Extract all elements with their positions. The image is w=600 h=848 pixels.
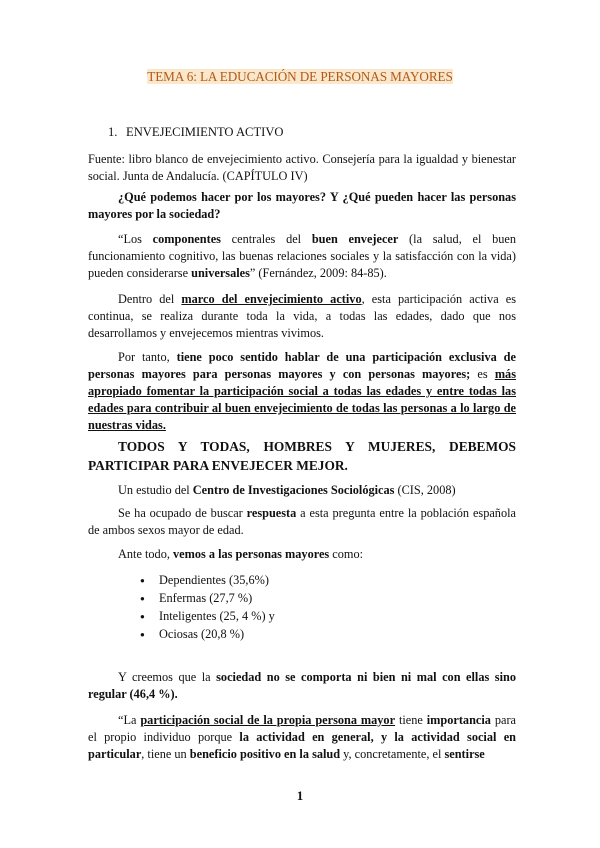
por-tanto-paragraph: Por tanto, tiene poco sentido hablar de una participación exclusiva de personas mayores para personas mayores y con personas mayores; es más apropiado fomentar la participación social a todas las edades y entre todas las edades para contribuir al buen envejecimiento de todas las personas a lo largo de nuestras vidas.	[88, 350, 516, 432]
source-paragraph: Fuente: libro blanco de envejecimiento activo. Consejería para la igualdad y bienestar social. Junta de Andalucía. (CAPÍTULO IV)	[88, 152, 516, 183]
creemos-paragraph: Y creemos que la sociedad no se comporta ni bien ni mal con ellas sino regular (46,4 %).	[88, 670, 516, 701]
list-item: ● Dependientes (35,6%)	[140, 572, 275, 590]
participacion-paragraph: “La participación social de la propia persona mayor tiene importancia para el propio individuo porque la actividad en general, y la actividad social en particular, tiene un beneficio positivo en la salud y, concretamente, el sentirse	[88, 713, 517, 761]
quote-components-paragraph: “Los componentes centrales del buen envejecer (la salud, el buen funcionamiento cognitivo, las buenas relaciones sociales y la satisfacción con la vida) pueden considerarse universales” (Fernández, 2009: 84-85).	[88, 232, 516, 280]
list-item: ● Ociosas (20,8 %)	[140, 626, 275, 644]
slogan-paragraph: TODOS Y TODAS, HOMBRES Y MUJERES, DEBEMOS PARTICIPAR PARA ENVEJECER MEJOR.	[88, 439, 516, 473]
marco-paragraph: Dentro del marco del envejecimiento activo, esta participación activa es continua, se realiza durante toda la vida, a todas las edades, dado que nos desarrollamos y envejecemos mientras vivimos.	[88, 292, 517, 340]
section-heading: 1. ENVEJECIMIENTO ACTIVO	[108, 125, 284, 139]
perception-list	[140, 572, 275, 644]
respuesta-paragraph: Se ha ocupado de buscar respuesta a esta pregunta entre la población española de ambos sexos mayor de edad.	[88, 506, 516, 537]
ante-todo-paragraph: Ante todo, vemos a las personas mayores como:	[118, 547, 364, 561]
page-title: TEMA 6: LA EDUCACIÓN DE PERSONAS MAYORES	[147, 69, 453, 84]
list-item: ● Inteligentes (25, 4 %) y	[140, 608, 275, 626]
page-number: 1	[296, 788, 304, 803]
question-paragraph: ¿Qué podemos hacer por los mayores? Y ¿Qué pueden hacer las personas mayores por la sociedad?	[88, 190, 516, 221]
list-item: ● Enfermas (27,7 %)	[140, 590, 275, 608]
estudio-paragraph: Un estudio del Centro de Investigaciones Sociológicas (CIS, 2008)	[118, 483, 456, 497]
